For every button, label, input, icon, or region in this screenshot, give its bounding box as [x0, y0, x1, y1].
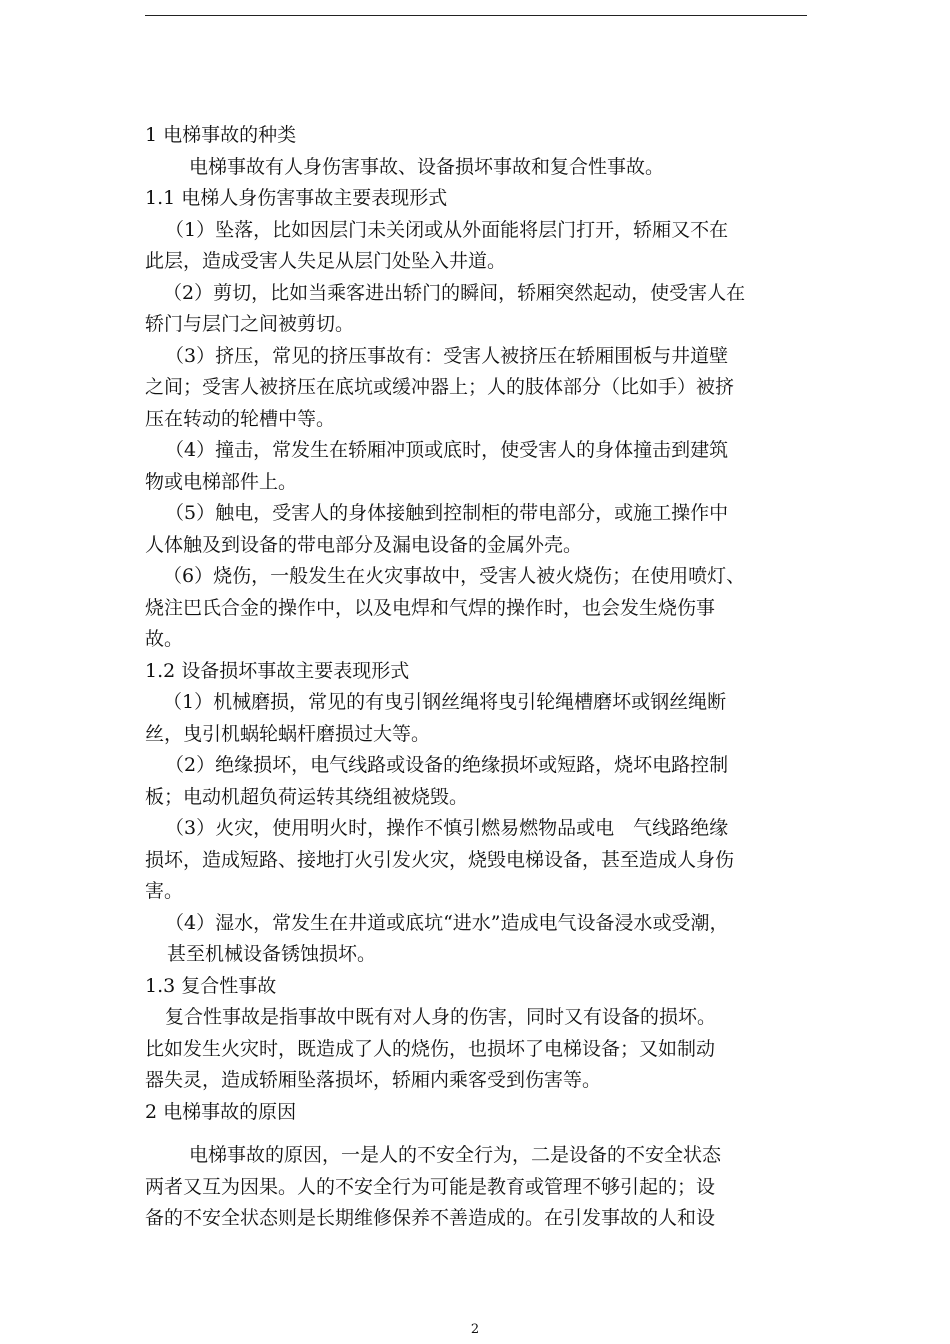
heading-1-2: 1.2 设备损坏事故主要表现形式 [145, 659, 410, 682]
paragraph-line: 物或电梯部件上。 [145, 470, 298, 493]
paragraph-line: 此层，造成受害人失足从层门处坠入井道。 [145, 250, 507, 272]
paragraph-line: 复合性事故是指事故中既有对人身的伤害，同时又有设备的损坏。 [165, 1006, 717, 1028]
header-rule [145, 15, 807, 16]
paragraph-line: （2）绝缘损坏，电气线路或设备的绝缘损坏或短路，烧坏电路控制 [165, 754, 729, 776]
document-body [145, 120, 825, 1235]
paragraph-line: （6）烧伤，一般发生在火灾事故中，受害人被火烧伤；在使用喷灯、 [163, 565, 746, 587]
paragraph-line: 两者又互为因果。人的不安全行为可能是教育或管理不够引起的；设 [145, 1175, 716, 1198]
paragraph-line: 器失灵，造成轿厢坠落损坏，轿厢内乘客受到伤害等。 [145, 1069, 602, 1091]
paragraph-line: （4）湿水，常发生在井道或底坑“进水”造成电气设备浸水或受潮， [165, 911, 729, 934]
paragraph-line: 压在转动的轮槽中等。 [145, 407, 336, 430]
paragraph-line: 烧注巴氏合金的操作中，以及电焊和气焊的操作时，也会发生烧伤事 [145, 596, 716, 619]
paragraph-line: 丝，曳引机蜗轮蜗杆磨损过大等。 [145, 722, 431, 745]
paragraph-line: 损坏，造成短路、接地打火引发火灾，烧毁电梯设备，甚至造成人身伤 [145, 848, 735, 871]
paragraph-line: （3）火灾，使用明火时，操作不慎引燃易燃物品或电 气线路绝缘 [165, 817, 729, 839]
paragraph-line: 之间；受害人被挤压在底坑或缓冲器上；人的肢体部分（比如手）被挤 [145, 376, 735, 398]
paragraph-line: 害。 [145, 880, 184, 902]
paragraph-line: 故。 [145, 628, 184, 650]
paragraph-line: （2）剪切，比如当乘客进出轿门的瞬间，轿厢突然起动，使受害人在 [163, 281, 746, 304]
page-number: 2 [470, 1322, 480, 1337]
heading-1-3: 1.3 复合性事故 [145, 974, 277, 997]
heading-1: 1 电梯事故的种类 [145, 124, 297, 146]
heading-2: 2 电梯事故的原因 [145, 1100, 297, 1123]
paragraph-line: 轿门与层门之间被剪切。 [145, 313, 355, 335]
heading-1-1: 1.1 电梯人身伤害事故主要表现形式 [145, 187, 448, 209]
paragraph-line: 甚至机械设备锈蚀损坏。 [167, 943, 377, 965]
paragraph-line: （5）触电，受害人的身体接触到控制柜的带电部分，或施工操作中 [165, 502, 729, 524]
paragraph-line: （1）机械磨损，常见的有曳引钢丝绳将曳引轮绳槽磨坏或钢丝绳断 [163, 691, 727, 713]
paragraph-line: （1）坠落，比如因层门未关闭或从外面能将层门打开，轿厢又不在 [165, 218, 729, 241]
paragraph-line: 比如发生火灾时，既造成了人的烧伤，也损坏了电梯设备；又如制动 [145, 1037, 716, 1060]
paragraph-line: （4）撞击，常发生在轿厢冲顶或底时，使受害人的身体撞击到建筑 [165, 439, 729, 461]
paragraph-line: 备的不安全状态则是长期维修保养不善造成的。在引发事故的人和设 [145, 1207, 716, 1229]
paragraph-line: 电梯事故的原因，一是人的不安全行为，二是设备的不安全状态 [189, 1144, 722, 1166]
paragraph-line: 人体触及到设备的带电部分及漏电设备的金属外壳。 [145, 533, 583, 556]
paragraph-intro: 电梯事故有人身伤害事故、设备损坏事故和复合性事故。 [189, 155, 665, 178]
paragraph-line: （3）挤压，常见的挤压事故有：受害人被挤压在轿厢围板与井道壁 [165, 344, 729, 367]
paragraph-line: 板；电动机超负荷运转其绕组被烧毁。 [145, 785, 469, 808]
